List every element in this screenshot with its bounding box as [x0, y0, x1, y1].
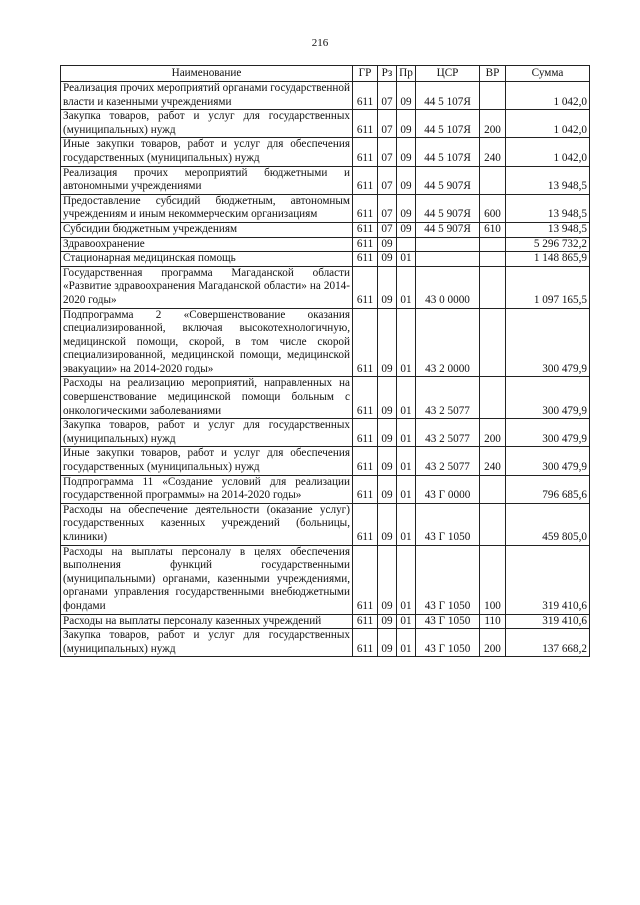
row-vr — [480, 237, 506, 252]
row-gr: 611 — [353, 308, 378, 377]
row-gr: 611 — [353, 237, 378, 252]
row-csr: 44 5 907Я — [416, 166, 480, 194]
row-pr: 09 — [397, 82, 416, 110]
row-vr: 110 — [480, 614, 506, 629]
table-body — [61, 82, 590, 657]
row-name: Закупка товаров, работ и услуг для государственных (муниципальных) нужд — [61, 110, 353, 138]
row-pr: 01 — [397, 266, 416, 308]
row-gr: 611 — [353, 629, 378, 657]
table-row — [61, 252, 590, 267]
row-sum: 5 296 732,2 — [506, 237, 590, 252]
row-rz: 09 — [378, 545, 397, 614]
header-gr: ГР — [353, 66, 378, 82]
row-vr — [480, 475, 506, 503]
row-name: Здравоохранение — [61, 237, 353, 252]
table-row — [61, 166, 590, 194]
row-pr: 09 — [397, 194, 416, 222]
table-row — [61, 237, 590, 252]
table-row — [61, 222, 590, 237]
row-gr: 611 — [353, 82, 378, 110]
row-rz: 09 — [378, 252, 397, 267]
table-row — [61, 377, 590, 419]
row-vr — [480, 166, 506, 194]
row-csr: 44 5 107Я — [416, 138, 480, 166]
row-name: Закупка товаров, работ и услуг для государственных (муниципальных) нужд — [61, 629, 353, 657]
header-vr: ВР — [480, 66, 506, 82]
row-gr: 611 — [353, 503, 378, 545]
row-pr: 01 — [397, 545, 416, 614]
row-csr: 43 Г 1050 — [416, 545, 480, 614]
row-name: Государственная программа Магаданской области «Развитие здравоохранения Магаданской области» на 2014-2020 годы» — [61, 266, 353, 308]
row-rz: 07 — [378, 82, 397, 110]
row-csr — [416, 252, 480, 267]
row-rz: 09 — [378, 266, 397, 308]
row-name: Подпрограмма 11 «Создание условий для реализации государственной программы» на 2014-2020 годы» — [61, 475, 353, 503]
budget-table — [60, 65, 590, 657]
row-gr: 611 — [353, 475, 378, 503]
row-vr — [480, 377, 506, 419]
row-pr: 01 — [397, 614, 416, 629]
row-vr: 200 — [480, 419, 506, 447]
page-number: 216 — [311, 37, 329, 49]
row-sum: 1 148 865,9 — [506, 252, 590, 267]
row-pr: 01 — [397, 503, 416, 545]
row-rz: 09 — [378, 629, 397, 657]
row-pr — [397, 237, 416, 252]
row-pr: 09 — [397, 222, 416, 237]
row-pr: 01 — [397, 447, 416, 475]
row-gr: 611 — [353, 266, 378, 308]
row-vr: 200 — [480, 629, 506, 657]
table-row — [61, 545, 590, 614]
row-name: Иные закупки товаров, работ и услуг для обеспечения государственных (муниципальных) нужд — [61, 138, 353, 166]
row-sum: 1 042,0 — [506, 82, 590, 110]
table-row — [61, 110, 590, 138]
row-rz: 09 — [378, 419, 397, 447]
row-gr: 611 — [353, 545, 378, 614]
row-csr: 43 2 5077 — [416, 447, 480, 475]
row-sum: 300 479,9 — [506, 419, 590, 447]
row-vr: 240 — [480, 447, 506, 475]
row-pr: 01 — [397, 629, 416, 657]
table-row — [61, 447, 590, 475]
row-rz: 09 — [378, 308, 397, 377]
row-vr — [480, 82, 506, 110]
row-csr: 44 5 907Я — [416, 222, 480, 237]
header-pr: Пр — [397, 66, 416, 82]
row-sum: 13 948,5 — [506, 166, 590, 194]
row-csr: 43 Г 1050 — [416, 503, 480, 545]
row-gr: 611 — [353, 252, 378, 267]
row-name: Реализация прочих мероприятий бюджетными и автономными учреждениями — [61, 166, 353, 194]
row-name: Подпрограмма 2 «Совершенствование оказания специализированной, включая высокотехнологичную, медицинской помощи, скорой, в том числе скорой специализированной, медицинской помощи, медицинской эвакуации» на 2014-2020 годы» — [61, 308, 353, 377]
header-csr: ЦСР — [416, 66, 480, 82]
row-name: Закупка товаров, работ и услуг для государственных (муниципальных) нужд — [61, 419, 353, 447]
row-pr: 01 — [397, 475, 416, 503]
header-rz: Рз — [378, 66, 397, 82]
row-name: Стационарная медицинская помощь — [61, 252, 353, 267]
row-vr: 240 — [480, 138, 506, 166]
header-sum: Сумма — [506, 66, 590, 82]
row-csr: 44 5 907Я — [416, 194, 480, 222]
table-row — [61, 419, 590, 447]
row-rz: 07 — [378, 222, 397, 237]
row-vr: 100 — [480, 545, 506, 614]
row-gr: 611 — [353, 377, 378, 419]
row-sum: 319 410,6 — [506, 614, 590, 629]
row-name: Предоставление субсидий бюджетным, автономным учреждениям и иным некоммерческим организациям — [61, 194, 353, 222]
row-csr: 44 5 107Я — [416, 82, 480, 110]
row-csr: 43 Г 1050 — [416, 629, 480, 657]
row-sum: 459 805,0 — [506, 503, 590, 545]
table-row — [61, 82, 590, 110]
row-vr — [480, 266, 506, 308]
row-csr — [416, 237, 480, 252]
row-rz: 09 — [378, 377, 397, 419]
row-vr: 600 — [480, 194, 506, 222]
table-row — [61, 308, 590, 377]
row-rz: 09 — [378, 447, 397, 475]
row-rz: 07 — [378, 194, 397, 222]
row-name: Иные закупки товаров, работ и услуг для обеспечения государственных (муниципальных) нужд — [61, 447, 353, 475]
row-gr: 611 — [353, 194, 378, 222]
row-csr: 44 5 107Я — [416, 110, 480, 138]
row-sum: 319 410,6 — [506, 545, 590, 614]
row-rz: 07 — [378, 166, 397, 194]
row-gr: 611 — [353, 447, 378, 475]
table-row — [61, 266, 590, 308]
table-row — [61, 475, 590, 503]
row-gr: 611 — [353, 138, 378, 166]
row-name: Расходы на выплаты персоналу казенных учреждений — [61, 614, 353, 629]
row-vr — [480, 308, 506, 377]
table-row — [61, 503, 590, 545]
row-sum: 300 479,9 — [506, 308, 590, 377]
row-gr: 611 — [353, 110, 378, 138]
row-csr: 43 Г 1050 — [416, 614, 480, 629]
row-rz: 09 — [378, 503, 397, 545]
row-sum: 13 948,5 — [506, 222, 590, 237]
row-name: Расходы на реализацию мероприятий, направленных на совершенствование медицинской помощи больным с онкологическими заболеваниями — [61, 377, 353, 419]
row-gr: 611 — [353, 614, 378, 629]
row-sum: 1 097 165,5 — [506, 266, 590, 308]
row-sum: 300 479,9 — [506, 447, 590, 475]
row-vr: 200 — [480, 110, 506, 138]
row-pr: 09 — [397, 166, 416, 194]
row-name: Реализация прочих мероприятий органами государственной власти и казенными учреждениями — [61, 82, 353, 110]
row-sum: 137 668,2 — [506, 629, 590, 657]
row-rz: 07 — [378, 110, 397, 138]
row-gr: 611 — [353, 166, 378, 194]
row-rz: 07 — [378, 138, 397, 166]
row-gr: 611 — [353, 419, 378, 447]
row-vr: 610 — [480, 222, 506, 237]
table-row — [61, 138, 590, 166]
row-name: Расходы на обеспечение деятельности (оказание услуг) государственных казенных учреждений (больницы, клиники) — [61, 503, 353, 545]
table-row — [61, 629, 590, 657]
table-header-row — [61, 66, 590, 82]
row-csr: 43 0 0000 — [416, 266, 480, 308]
row-pr: 09 — [397, 138, 416, 166]
row-csr: 43 2 5077 — [416, 419, 480, 447]
row-sum: 1 042,0 — [506, 110, 590, 138]
row-rz: 09 — [378, 475, 397, 503]
header-name: Наименование — [61, 66, 353, 82]
row-pr: 01 — [397, 308, 416, 377]
row-pr: 01 — [397, 377, 416, 419]
row-csr: 43 Г 0000 — [416, 475, 480, 503]
row-sum: 13 948,5 — [506, 194, 590, 222]
row-gr: 611 — [353, 222, 378, 237]
row-rz: 09 — [378, 237, 397, 252]
row-pr: 01 — [397, 419, 416, 447]
row-vr — [480, 252, 506, 267]
row-name: Расходы на выплаты персоналу в целях обеспечения выполнения функций государственными (муниципальными) органами, казенными учреждениями, органами управления государственными внебюджетными фондами — [61, 545, 353, 614]
row-pr: 09 — [397, 110, 416, 138]
table-row — [61, 194, 590, 222]
table-row — [61, 614, 590, 629]
row-vr — [480, 503, 506, 545]
row-sum: 300 479,9 — [506, 377, 590, 419]
row-name: Субсидии бюджетным учреждениям — [61, 222, 353, 237]
row-sum: 796 685,6 — [506, 475, 590, 503]
row-csr: 43 2 5077 — [416, 377, 480, 419]
row-pr: 01 — [397, 252, 416, 267]
row-csr: 43 2 0000 — [416, 308, 480, 377]
row-rz: 09 — [378, 614, 397, 629]
row-sum: 1 042,0 — [506, 138, 590, 166]
